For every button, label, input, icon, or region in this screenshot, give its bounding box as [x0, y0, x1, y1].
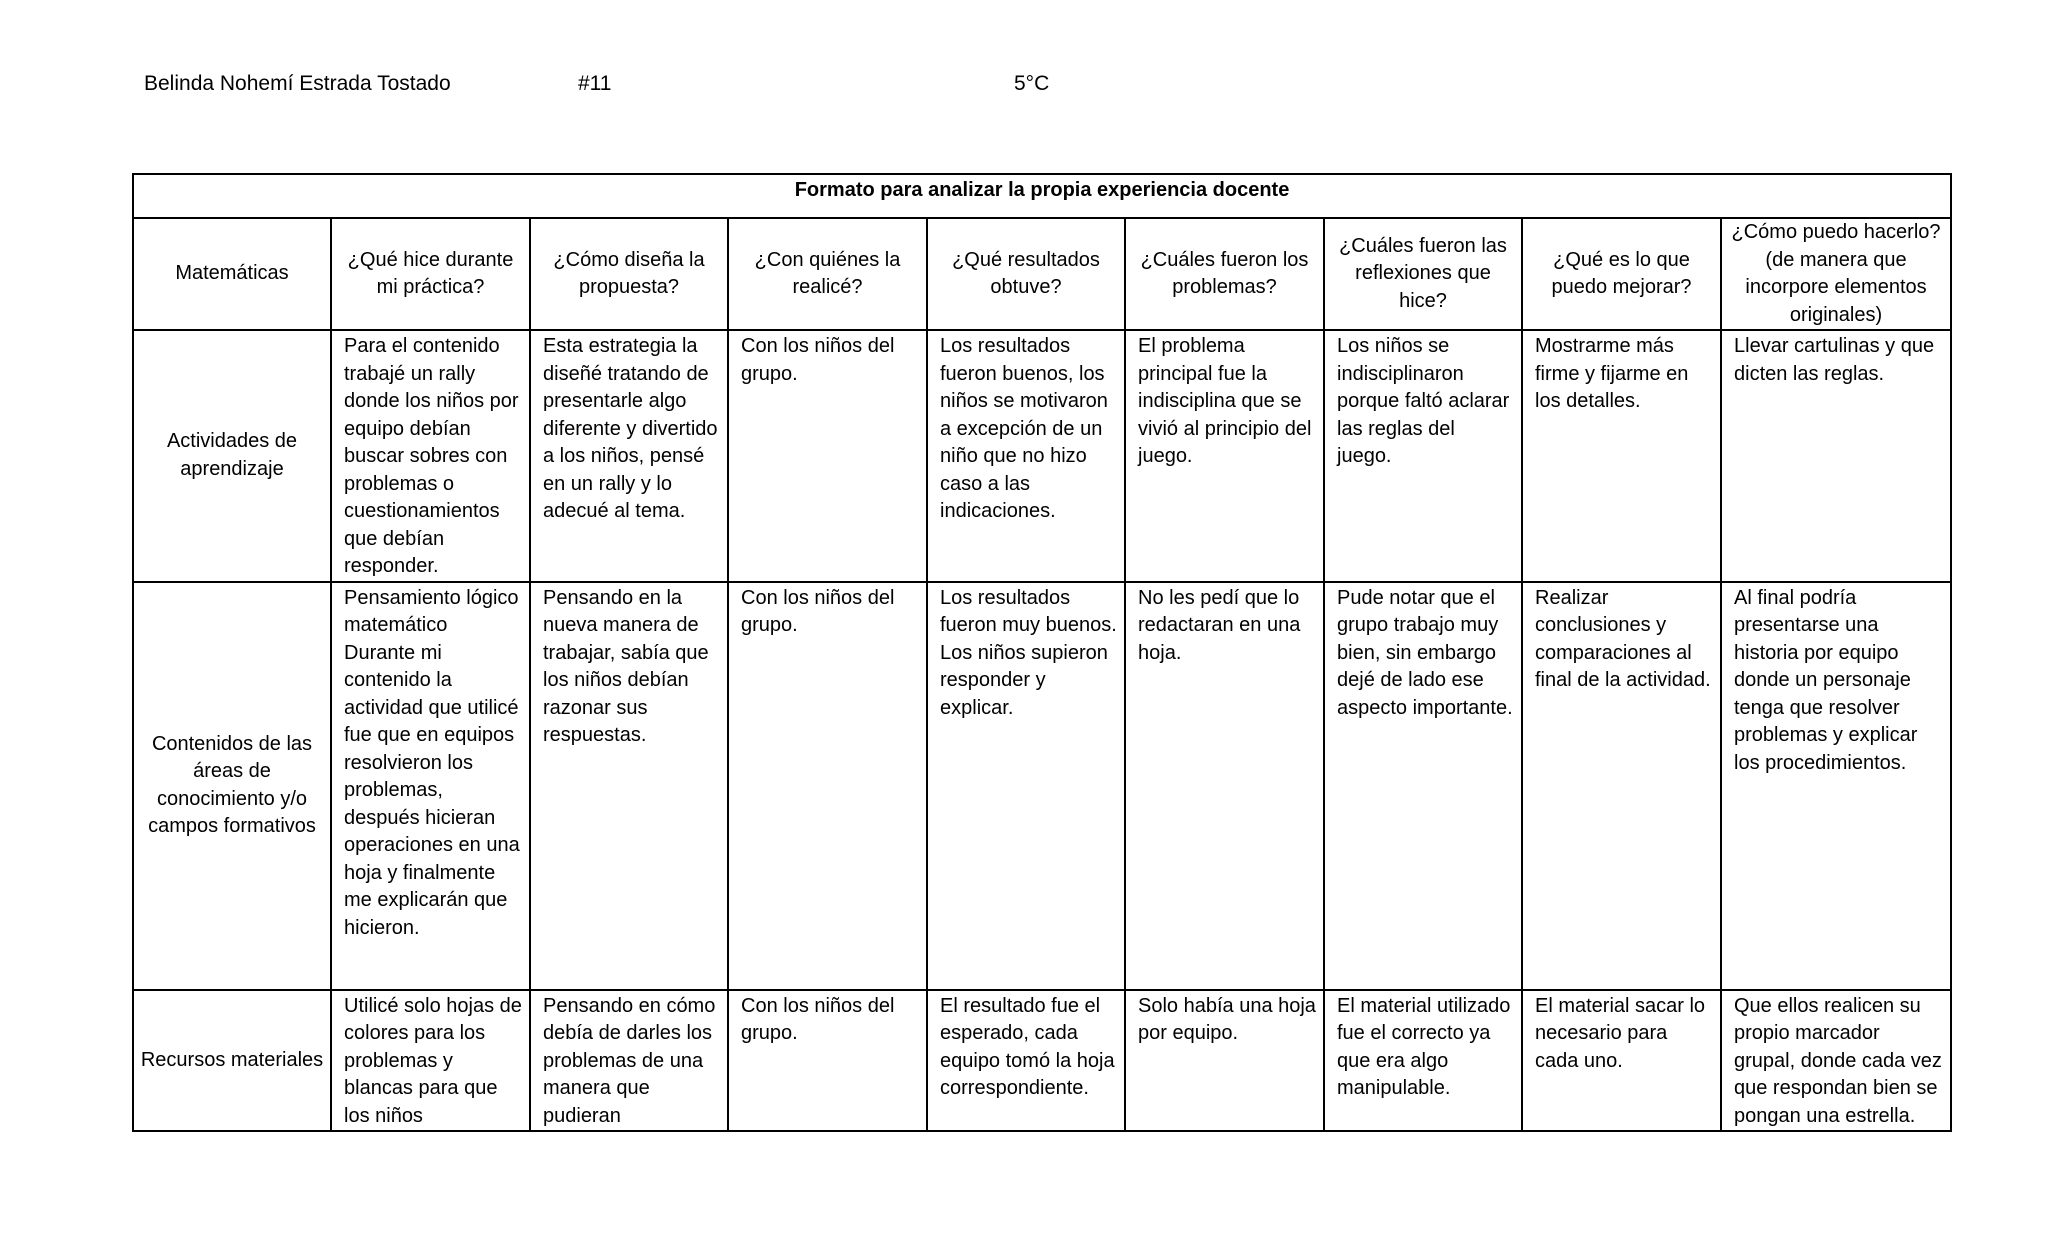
question-header: ¿Qué resultados obtuve?: [927, 218, 1125, 330]
table-cell: Al final podría presentarse una historia por equipo donde un personaje tenga que resolver problemas y explicar los procedimientos.: [1721, 582, 1951, 990]
student-number: #11: [578, 72, 612, 95]
table-cell: Pensando en cómo debía de darles los problemas de una manera que pudieran: [530, 990, 728, 1132]
question-header: ¿Qué es lo que puedo mejorar?: [1522, 218, 1721, 330]
row-label: Contenidos de las áreas de conocimiento y/o campos formativos: [133, 582, 331, 990]
question-row: [133, 218, 1951, 330]
question-header: ¿Cómo puedo hacerlo? (de manera que incorpore elementos originales): [1721, 218, 1951, 330]
table-row: [133, 582, 1951, 990]
table-cell: Los niños se indisciplinaron porque faltó aclarar las reglas del juego.: [1324, 330, 1522, 582]
table-cell: Pude notar que el grupo trabajo muy bien, sin embargo dejé de lado ese aspecto importante.: [1324, 582, 1522, 990]
table-cell: Con los niños del grupo.: [728, 330, 927, 582]
table-cell: Pensando en la nueva manera de trabajar, sabía que los niños debían razonar sus respuestas.: [530, 582, 728, 990]
question-header: ¿Cuáles fueron las reflexiones que hice?: [1324, 218, 1522, 330]
table-cell: Llevar cartulinas y que dicten las reglas.: [1721, 330, 1951, 582]
table-cell: Para el contenido trabajé un rally donde los niños por equipo debían buscar sobres con problemas o cuestionamientos que debían responder.: [331, 330, 530, 582]
table-cell: Que ellos realicen su propio marcador grupal, donde cada vez que respondan bien se pongan una estrella.: [1721, 990, 1951, 1132]
question-header: ¿Cómo diseña la propuesta?: [530, 218, 728, 330]
table-cell: No les pedí que lo redactaran en una hoja.: [1125, 582, 1324, 990]
table-row: [133, 990, 1951, 1132]
analysis-table: [132, 173, 1952, 1132]
subject-cell: Matemáticas: [133, 218, 331, 330]
question-header: ¿Qué hice durante mi práctica?: [331, 218, 530, 330]
table-title: Formato para analizar la propia experiencia docente: [133, 174, 1951, 218]
table-cell: Los resultados fueron muy buenos. Los niños supieron responder y explicar.: [927, 582, 1125, 990]
row-label: Actividades de aprendizaje: [133, 330, 331, 582]
table-cell: Utilicé solo hojas de colores para los problemas y blancas para que los niños: [331, 990, 530, 1132]
table-cell: El material utilizado fue el correcto ya que era algo manipulable.: [1324, 990, 1522, 1132]
table-row: [133, 330, 1951, 582]
student-name: Belinda Nohemí Estrada Tostado: [144, 72, 451, 95]
table-cell: Los resultados fueron buenos, los niños se motivaron a excepción de un niño que no hizo caso a las indicaciones.: [927, 330, 1125, 582]
table-cell: Solo había una hoja por equipo.: [1125, 990, 1324, 1132]
table-cell: Mostrarme más firme y fijarme en los detalles.: [1522, 330, 1721, 582]
table-cell: Con los niños del grupo.: [728, 582, 927, 990]
table-cell: El problema principal fue la indisciplina que se vivió al principio del juego.: [1125, 330, 1324, 582]
table-cell: El material sacar lo necesario para cada uno.: [1522, 990, 1721, 1132]
table-cell: Realizar conclusiones y comparaciones al final de la actividad.: [1522, 582, 1721, 990]
table-cell: Pensamiento lógico matemático Durante mi contenido la actividad que utilicé fue que en equipos resolvieron los problemas, después hicieran operaciones en una hoja y finalmente me explicarán que hicieron.: [331, 582, 530, 990]
table-cell: El resultado fue el esperado, cada equipo tomó la hoja correspondiente.: [927, 990, 1125, 1132]
question-header: ¿Cuáles fueron los problemas?: [1125, 218, 1324, 330]
student-group: 5°C: [1014, 72, 1050, 95]
row-label: Recursos materiales: [133, 990, 331, 1132]
table-cell: Esta estrategia la diseñé tratando de presentarle algo diferente y divertido a los niños, pensé en un rally y lo adecué al tema.: [530, 330, 728, 582]
table-cell: Con los niños del grupo.: [728, 990, 927, 1132]
question-header: ¿Con quiénes la realicé?: [728, 218, 927, 330]
